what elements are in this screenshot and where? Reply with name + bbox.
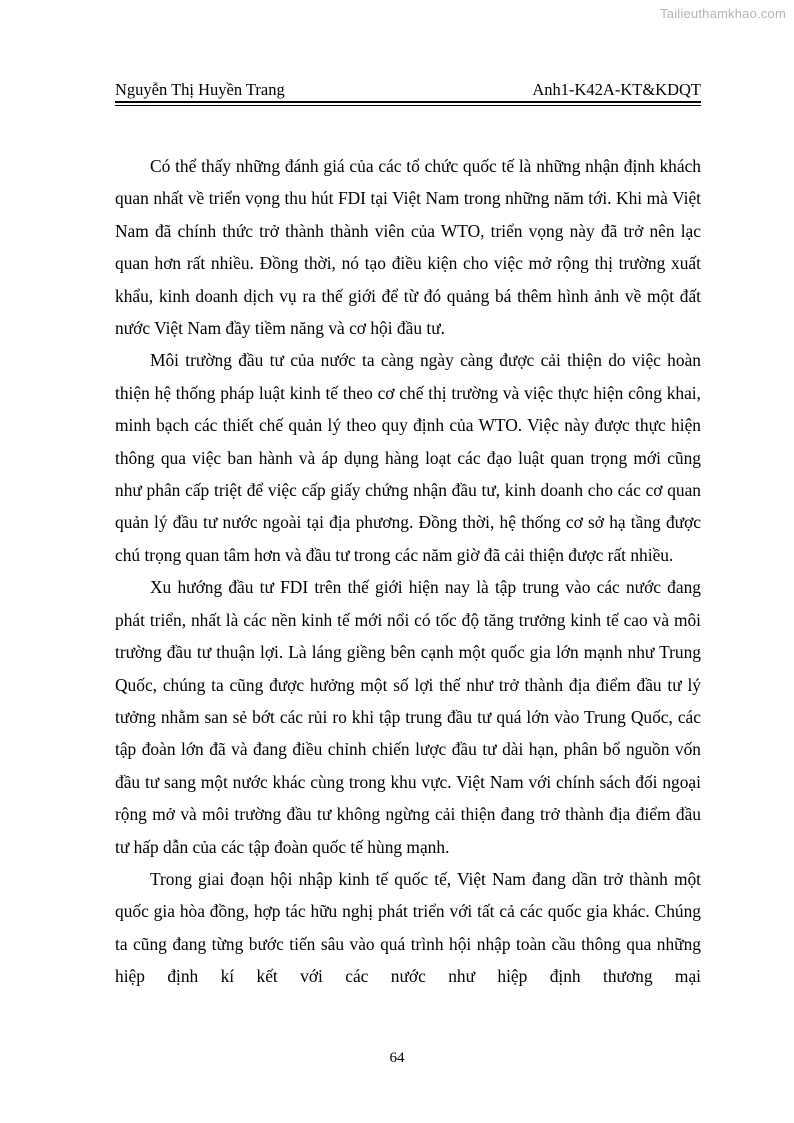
paragraph-1: Có thể thấy những đánh giá của các tổ chức quốc tế là những nhận định khách quan nhất về triển vọng thu hút FDI tại Việt Nam trong những năm tới. Khi mà Việt Nam đã chính thức trở thành thành viên của WTO, triển vọng này đã trở nên lạc quan hơn rất nhiều. Đồng thời, nó tạo điều kiện cho việc mở rộng thị trường xuất khẩu, kinh doanh dịch vụ ra thế giới để từ đó quảng bá thêm hình ảnh về một đất nước Việt Nam đầy tiềm năng và cơ hội đầu tư.: [115, 156, 701, 339]
header-rule-thin: [115, 105, 701, 106]
paragraph-4: Trong giai đoạn hội nhập kinh tế quốc tế, Việt Nam đang dần trở thành một quốc gia hòa đồng, hợp tác hữu nghị phát triển với tất cả các quốc gia khác. Chúng ta cũng đang từng bước tiến sâu vào quá trình hội nhập toàn cầu thông qua những hiệp định kí kết với các nước như hiệp định thương mại: [115, 868, 701, 987]
header-class-code: Anh1-K42A-KT&KDQT: [532, 80, 701, 99]
header-author: Nguyễn Thị Huyền Trang: [115, 80, 285, 99]
paragraph-2: Môi trường đầu tư của nước ta càng ngày càng được cải thiện do việc hoàn thiện hệ thống pháp luật kinh tế theo cơ chế thị trường và việc thực hiện công khai, minh bạch các thiết chế quản lý theo quy định của WTO. Việc này được thực hiện thông qua việc ban hành và áp dụng hàng loạt các đạo luật quan trọng mới cũng như phân cấp triệt để việc cấp giấy chứng nhận đầu tư, kinh doanh cho các cơ quan quản lý đầu tư nước ngoài tại địa phương. Đồng thời, hệ thống cơ sở hạ tầng được chú trọng quan tâm hơn và đầu tư trong các năm giờ đã cải thiện được rất nhiều.: [115, 350, 701, 565]
paragraph-3: Xu hướng đầu tư FDI trên thế giới hiện nay là tập trung vào các nước đang phát triển, nhất là các nền kinh tế mới nổi có tốc độ tăng trưởng kinh tế cao và môi trường đầu tư thuận lợi. Là láng giềng bên cạnh một quốc gia lớn mạnh như Trung Quốc, chúng ta cũng được hưởng một số lợi thế như trở thành địa điểm đầu tư lý tưởng nhằm san sẻ bớt các rủi ro khi tập trung đầu tư quá lớn vào Trung Quốc, các tập đoàn lớn đã và đang điều chỉnh chiến lược đầu tư dài hạn, phân bổ nguồn vốn đầu tư sang một nước khác cùng trong khu vực. Việt Nam với chính sách đối ngoại rộng mở và môi trường đầu tư không ngừng cải thiện đang trở thành địa điểm đầu tư hấp dẫn của các tập đoàn quốc tế hùng mạnh.: [115, 577, 701, 857]
page-number: 64: [389, 1050, 405, 1066]
header-rule-thick: [115, 101, 701, 103]
watermark: Tailieuthamkhao.com: [660, 6, 786, 21]
body-text: [115, 150, 701, 993]
page-header: [115, 76, 701, 100]
